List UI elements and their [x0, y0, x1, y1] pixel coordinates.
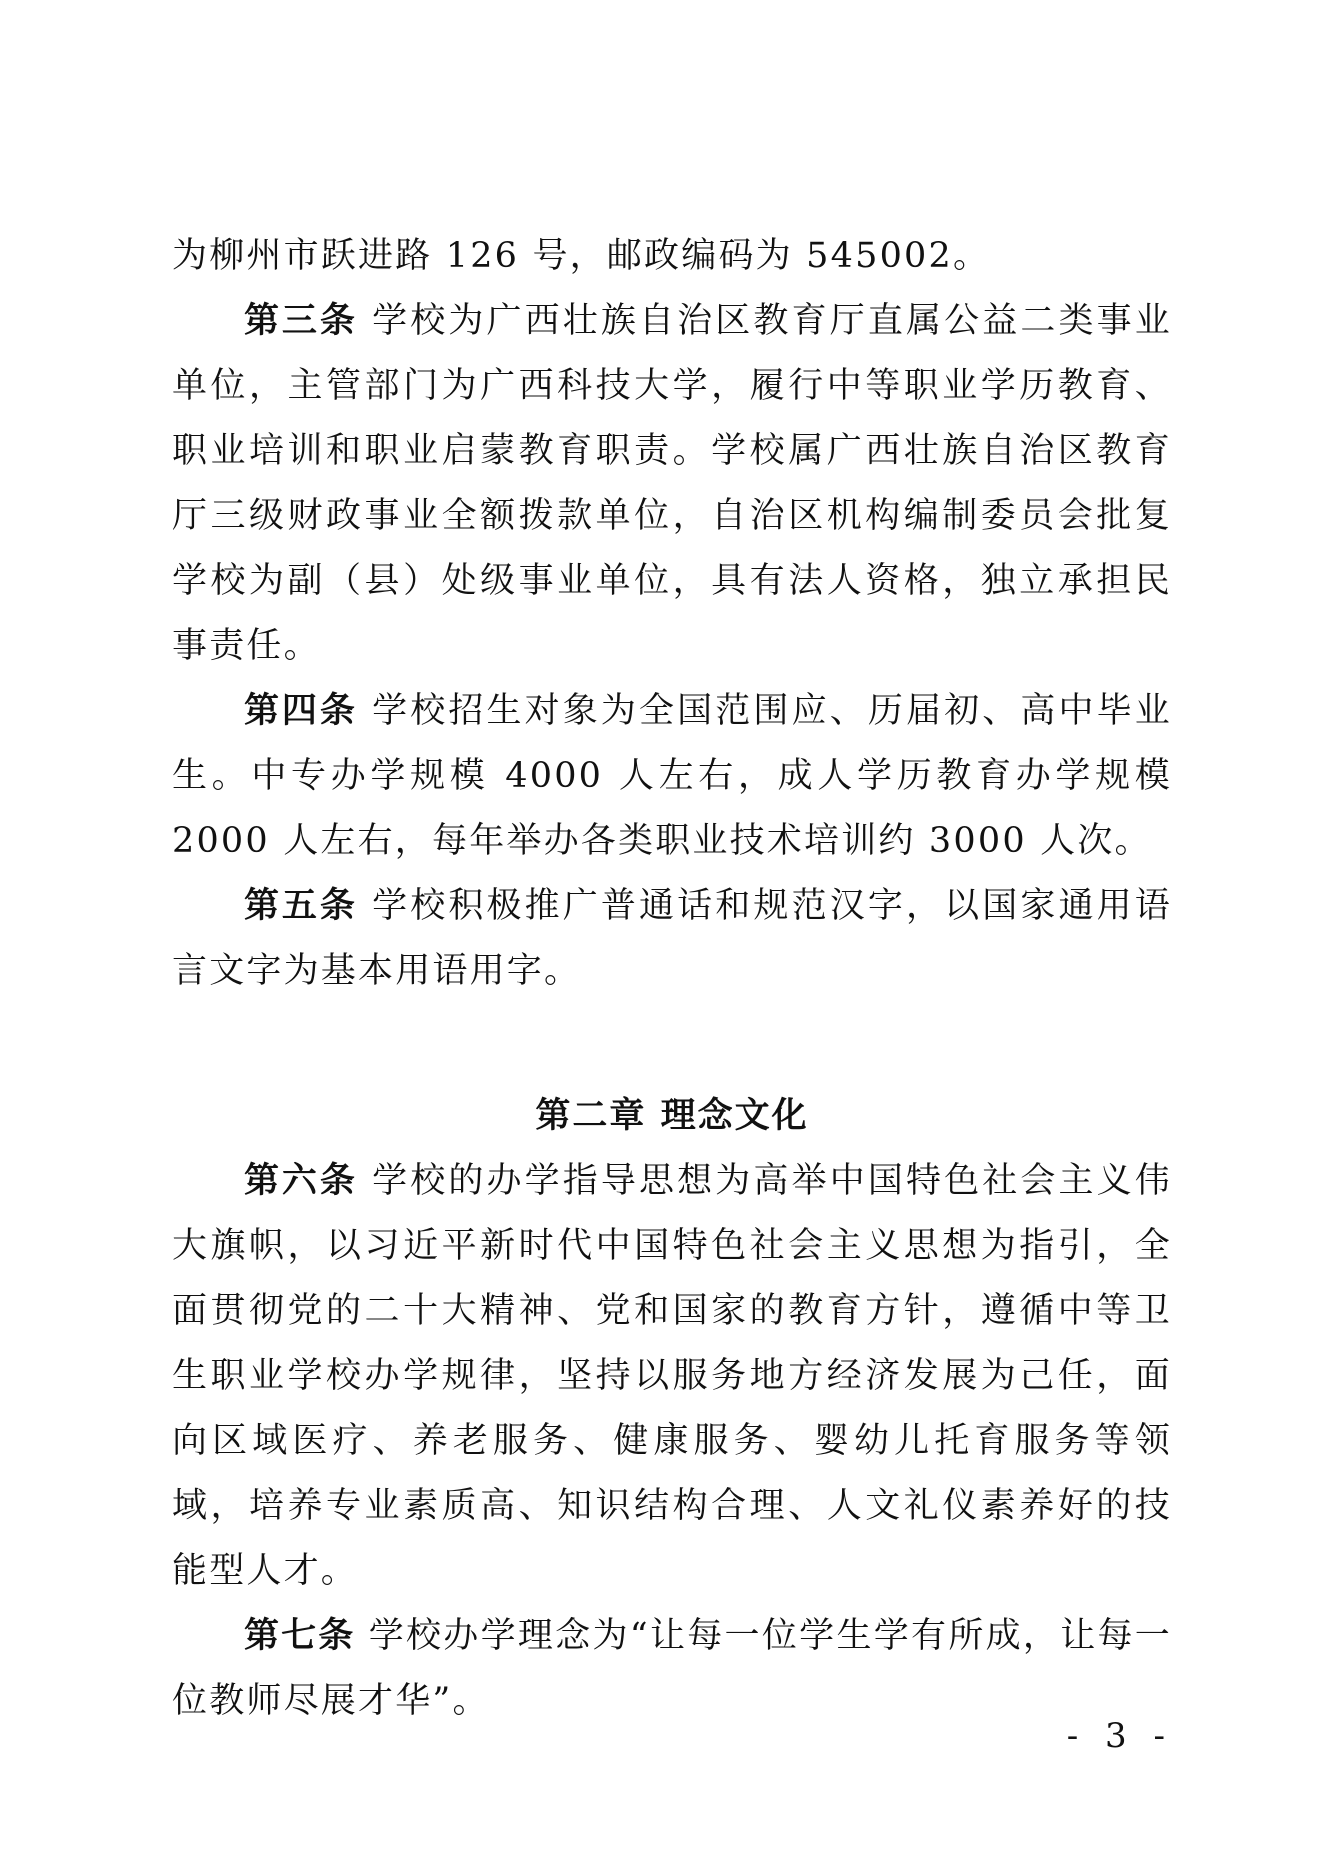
- article-4-text: 学校招生对象为全国范围应、历届初、高中毕业生。中专办学规模 4000 人左右，成人学历教育办学规模 2000 人左右，每年举办各类职业技术培训约 3000 人次。: [172, 691, 1172, 861]
- article-5-text: 学校积极推广普通话和规范汉字，以国家通用语言文字为基本用语用字。: [172, 886, 1172, 991]
- article-6-text: 学校的办学指导思想为高举中国特色社会主义伟大旗帜，以习近平新时代中国特色社会主义思想为指引，全面贯彻党的二十大精神、党和国家的教育方针，遵循中等卫生职业学校办学规律，坚持以服务地方经济发展为己任，面向区域医疗、养老服务、健康服务、婴幼儿托育服务等领域，培养专业素质高、知识结构合理、人文礼仪素养好的技能型人才。: [172, 1161, 1172, 1591]
- article-6-label: 第六条: [244, 1161, 358, 1201]
- article-7-label: 第七条: [244, 1616, 356, 1656]
- article-6: [172, 1149, 1172, 1604]
- article-7-text: 学校办学理念为“让每一位学生学有所成，让每一位教师尽展才华”。: [172, 1616, 1172, 1721]
- article-3-text: 学校为广西壮族自治区教育厅直属公益二类事业单位，主管部门为广西科技大学，履行中等职业学历教育、职业培训和职业启蒙教育职责。学校属广西壮族自治区教育厅三级财政事业全额拨款单位，自治区机构编制委员会批复学校为副（县）处级事业单位，具有法人资格，独立承担民事责任。: [172, 301, 1172, 666]
- chapter-title: 第二章 理念文化: [535, 1096, 809, 1136]
- article-7: [172, 1604, 1172, 1734]
- article-5: [172, 874, 1172, 1004]
- article-4: [172, 679, 1172, 874]
- article-3: [172, 289, 1172, 679]
- article-3-label: 第三条: [244, 301, 358, 341]
- document-body: [172, 224, 1172, 1734]
- article-4-label: 第四条: [244, 691, 358, 731]
- page-number: - 3 -: [1066, 1716, 1173, 1756]
- paragraph-continuation: 为柳州市跃进路 126 号，邮政编码为 545002。: [172, 236, 991, 276]
- article-5-label: 第五条: [244, 886, 358, 926]
